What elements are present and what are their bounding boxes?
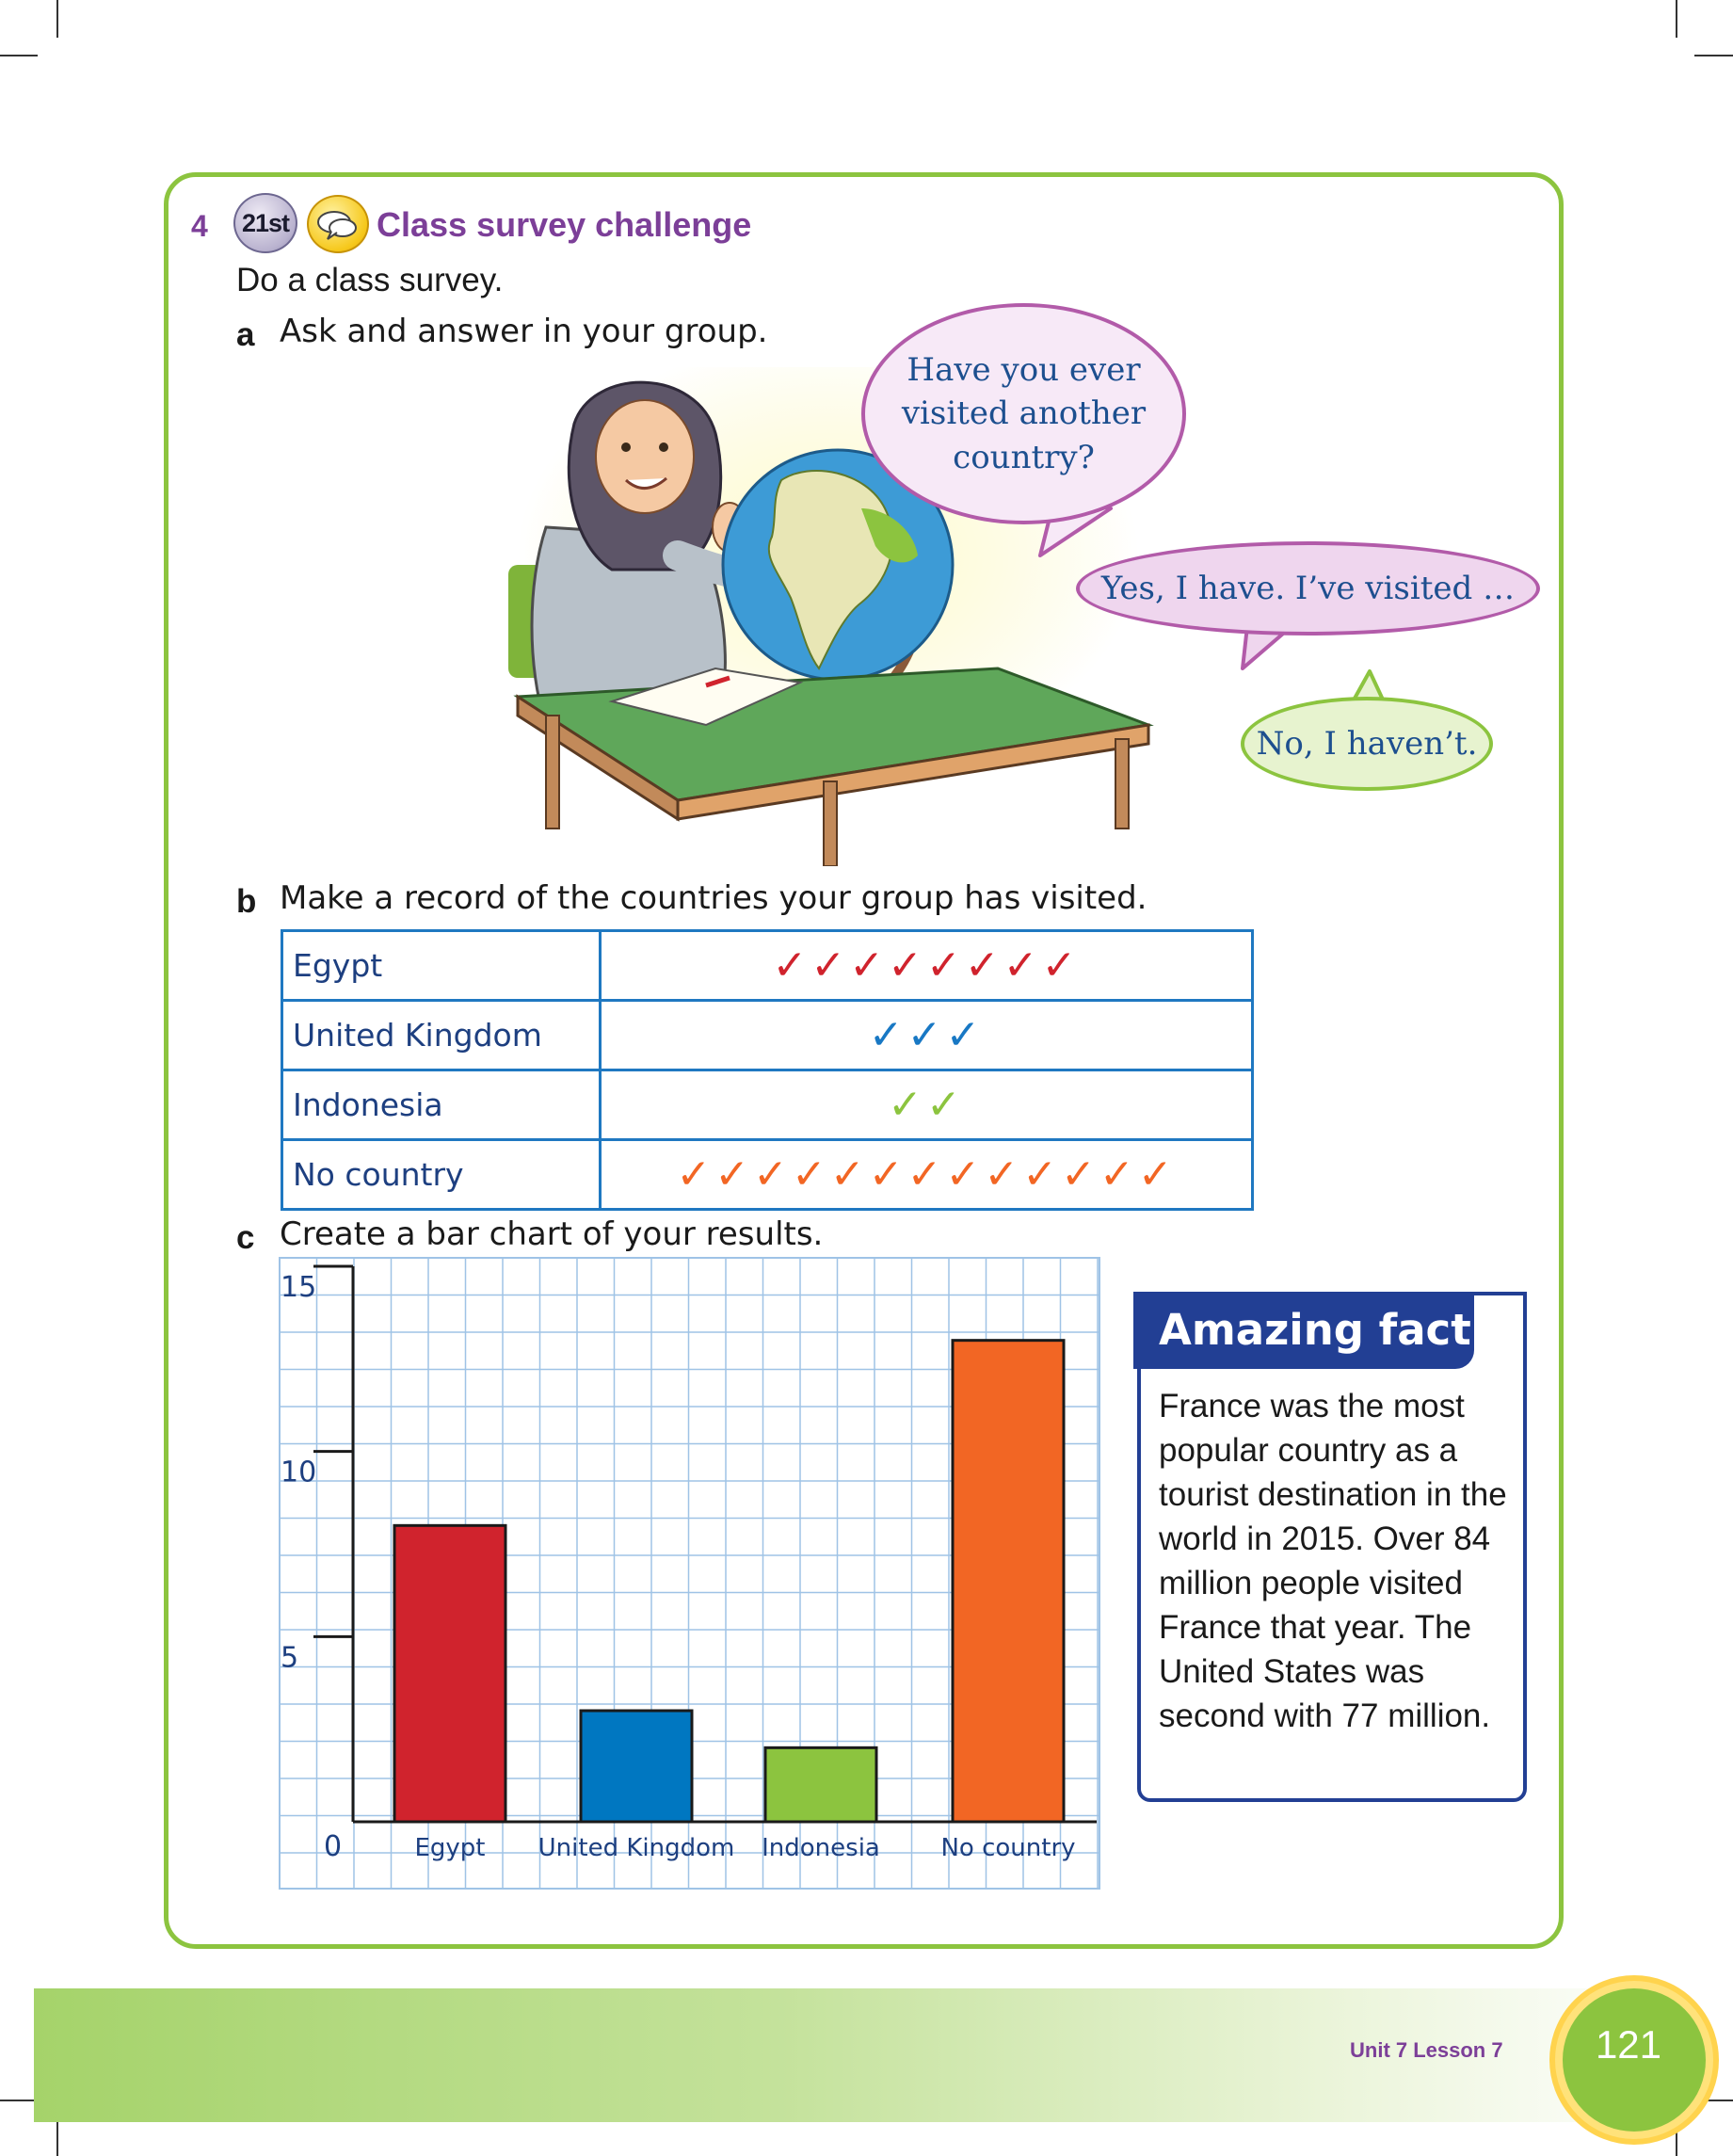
part-c-label: c: [236, 1219, 255, 1256]
crop-mark: [56, 2118, 58, 2156]
tick-mark: ✓: [907, 1150, 946, 1199]
speech-bubble-yes: Yes, I have. I’ve visited …: [1076, 541, 1540, 636]
tick-mark: ✓: [1041, 941, 1081, 990]
x-tick-label: No country: [940, 1834, 1076, 1862]
x-tick-label: Egypt: [414, 1834, 486, 1862]
tick-mark: ✓: [810, 941, 850, 990]
record-table: [281, 929, 1254, 1211]
part-b-label: b: [236, 883, 257, 920]
x-tick-label: United Kingdom: [538, 1834, 735, 1862]
tick-mark: ✓: [676, 1150, 715, 1199]
part-c-text: Create a bar chart of your results.: [280, 1215, 824, 1253]
tick-mark: ✓: [945, 1150, 985, 1199]
tick-mark: ✓: [829, 1150, 869, 1199]
part-a-text: Ask and answer in your group.: [280, 313, 768, 350]
part-b-text: Make a record of the countries your group has visited.: [280, 879, 1147, 917]
amazing-fact-text: France was the most popular country as a tourist destination in the world in 2015. Over 84 million people visited France that year. The United States was second with 77 million.: [1159, 1388, 1507, 1734]
table-row: [282, 1140, 1253, 1210]
tick-mark: ✓: [984, 1150, 1023, 1199]
tick-mark: ✓: [1099, 1150, 1138, 1199]
country-cell: Egypt: [282, 931, 601, 1001]
table-row: [282, 1070, 1253, 1140]
y-tick-label: 15: [281, 1271, 317, 1304]
tick-mark: ✓: [868, 1011, 907, 1059]
y-tick-label: 5: [281, 1641, 299, 1675]
y-tick-label: 10: [281, 1456, 317, 1489]
tick-mark: ✓: [907, 1011, 946, 1059]
tick-mark: ✓: [926, 941, 965, 990]
page-number: 121: [1595, 2022, 1662, 2067]
crop-mark: [0, 2100, 38, 2101]
bar-united-kingdom: [581, 1711, 692, 1822]
tick-mark: ✓: [926, 1081, 965, 1129]
tick-cell: [601, 1070, 1253, 1140]
speech-bubbles-icon: [307, 195, 369, 253]
y-tick-label: 0: [324, 1830, 343, 1863]
table-row: [282, 1001, 1253, 1070]
21st-century-skills-badge: 21st: [233, 193, 297, 253]
speech-bubble-no: No, I haven’t.: [1241, 697, 1493, 791]
part-a-label: a: [236, 316, 255, 353]
tick-mark: ✓: [753, 1150, 792, 1199]
crop-mark: [56, 0, 58, 38]
tick-cell: [601, 1001, 1253, 1070]
table-row: [282, 931, 1253, 1001]
bar-no-country: [953, 1341, 1064, 1822]
bar-chart: [279, 1257, 1100, 1890]
tick-mark: ✓: [1022, 1150, 1062, 1199]
unit-lesson-label: Unit 7 Lesson 7: [1350, 2038, 1503, 2062]
crop-mark: [0, 55, 38, 56]
country-cell: No country: [282, 1140, 601, 1210]
tick-cell: [601, 931, 1253, 1001]
country-cell: Indonesia: [282, 1070, 601, 1140]
bar-egypt: [394, 1525, 505, 1822]
x-tick-label: Indonesia: [762, 1834, 880, 1862]
tick-mark: ✓: [1061, 1150, 1099, 1199]
bar-indonesia: [765, 1747, 876, 1822]
tick-mark: ✓: [868, 1150, 907, 1199]
crop-mark: [1694, 55, 1733, 56]
tick-mark: ✓: [945, 1011, 985, 1059]
country-cell: United Kingdom: [282, 1001, 601, 1070]
crop-mark: [1676, 0, 1677, 38]
speech-bubble-question: Have you ever visited another country?: [861, 303, 1186, 524]
intro-text: Do a class survey.: [236, 262, 504, 298]
tick-mark: ✓: [791, 1150, 830, 1199]
tick-mark: ✓: [888, 941, 926, 990]
task-number: 4: [191, 209, 208, 243]
tick-mark: ✓: [772, 941, 811, 990]
tick-mark: ✓: [1137, 1150, 1177, 1199]
activity-title: Class survey challenge: [377, 205, 752, 244]
tick-mark: ✓: [964, 941, 1003, 990]
tick-mark: ✓: [849, 941, 889, 990]
tick-mark: ✓: [1003, 941, 1042, 990]
tick-cell: [601, 1140, 1253, 1210]
tick-mark: ✓: [714, 1150, 754, 1199]
tick-mark: ✓: [888, 1081, 926, 1129]
amazing-fact-title: Amazing fact: [1133, 1292, 1474, 1369]
